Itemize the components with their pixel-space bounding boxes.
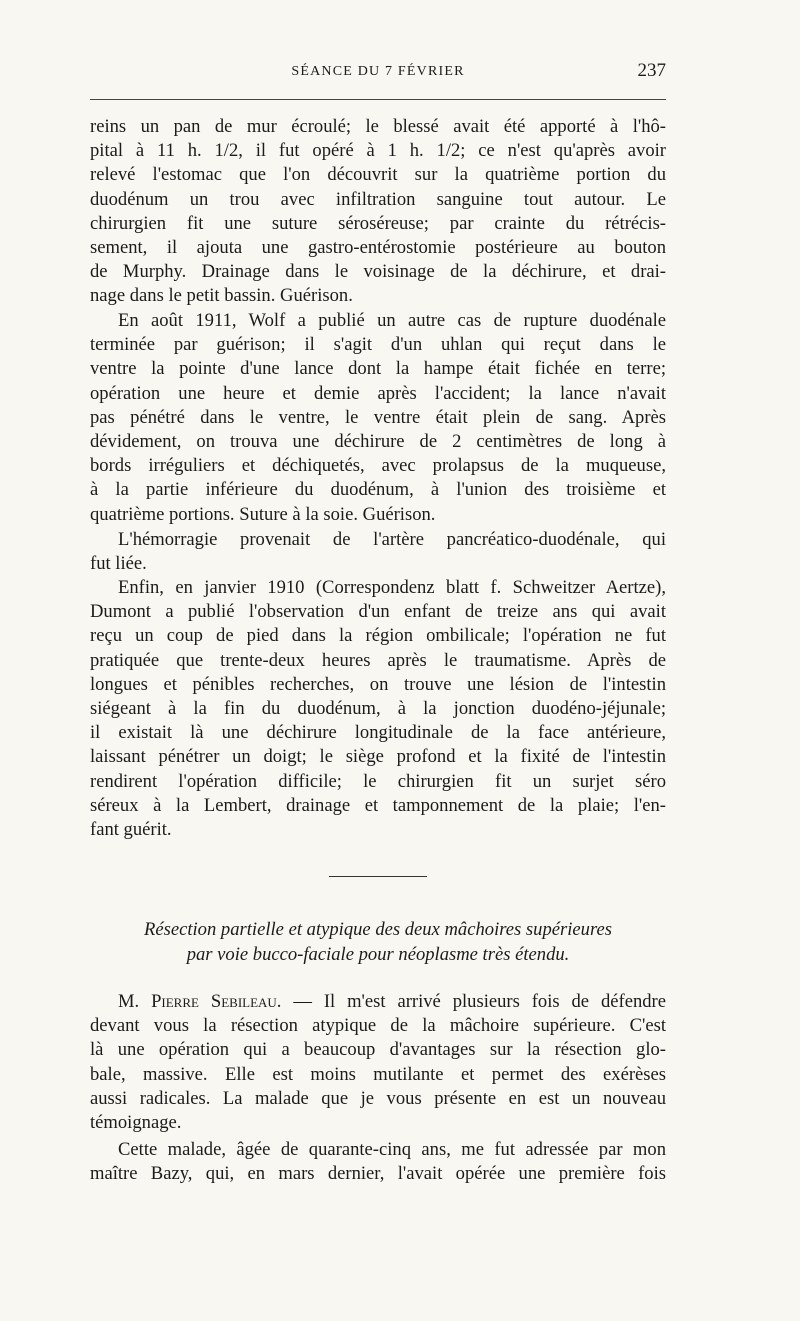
text-line: rendirent l'opération difficile; le chirurgien fit un surjet séro: [90, 770, 666, 792]
text-line: séreux à la Lembert, drainage et tamponnement de la plaie; l'en-: [90, 794, 666, 816]
text-line: ventre la pointe d'une lance dont la hampe était fichée en terre;: [90, 358, 666, 380]
text-line: dévidement, on trouva une déchirure de 2 centimètres de long à: [90, 431, 666, 453]
text-line: pratiquée que trente-deux heures après le traumatisme. Après de: [90, 649, 666, 671]
speaker-name: M. Pierre Sebileau.: [118, 991, 282, 1012]
text-line: longues et pénibles recherches, on trouve une lésion de l'intestin: [90, 673, 666, 695]
text-line: Enfin, en janvier 1910 (Correspondenz blatt f. Schweitzer Aertze),: [118, 577, 666, 598]
text-line: terminée par guérison; il s'agit d'un uhlan qui reçut dans le: [90, 334, 666, 356]
text-line: reçu un coup de pied dans la région ombilicale; l'opération ne fut: [90, 625, 666, 647]
text-line: témoignage.: [90, 1112, 182, 1134]
paragraph-2: [90, 309, 666, 527]
text-line: [90, 990, 666, 1014]
running-title: SÉANCE DU 7 FÉVRIER: [291, 64, 465, 79]
text-line: En août 1911, Wolf a publié un autre cas de rupture duodénale: [118, 310, 666, 331]
text-line: nage dans le petit bassin. Guérison.: [90, 285, 353, 307]
text-line: il existait là une déchirure longitudinale de la face antérieure,: [90, 722, 666, 744]
text-line: duodénum un trou avec infiltration sanguine tout autour. Le: [90, 188, 666, 210]
page-header: [90, 58, 666, 88]
text-fragment: — Il m'est arrivé plusieurs fois de défendre: [281, 991, 666, 1012]
section-title: [90, 918, 666, 967]
text-line: pas pénétré dans le ventre, le ventre était plein de sang. Après: [90, 406, 666, 428]
text-line: là une opération qui a beaucoup d'avantages sur la résection glo-: [90, 1039, 666, 1061]
text-line: bords irréguliers et déchiquetés, avec prolapsus de la muqueuse,: [90, 455, 666, 477]
text-line: fant guérit.: [90, 819, 172, 841]
section-title-line: Résection partielle et atypique des deux mâchoires supérieures: [144, 919, 612, 940]
text-line: bale, massive. Elle est moins mutilante et permet des exérèses: [90, 1063, 666, 1085]
text-line: quatrième portions. Suture à la soie. Guérison.: [90, 503, 436, 525]
text-line: devant vous la résection atypique de la mâchoire supérieure. C'est: [90, 1015, 666, 1037]
text-line: pital à 11 h. 1/2, il fut opéré à 1 h. 1/2; ce n'est qu'après avoir: [90, 140, 666, 162]
paragraph-4: [90, 576, 666, 842]
text-line: aussi radicales. La malade que je vous présente en est un nouveau: [90, 1087, 666, 1109]
text-line: fut liée.: [90, 553, 147, 575]
paragraph-6: [90, 1138, 666, 1186]
text-line: de Murphy. Drainage dans le voisinage de la déchirure, et drai-: [90, 261, 666, 283]
text-line: maître Bazy, qui, en mars dernier, l'avait opérée une première fois: [90, 1163, 666, 1185]
section-title-line: par voie bucco-faciale pour néoplasme très étendu.: [186, 943, 570, 965]
text-line: reins un pan de mur écroulé; le blessé avait été apporté à l'hô-: [90, 116, 666, 137]
text-line: chirurgien fit une suture séroséreuse; par crainte du rétrécis-: [90, 212, 666, 234]
text-line: laissant pénétrer un doigt; le siège profond et la fixité de l'intestin: [90, 746, 666, 768]
text-line: siégeant à la fin du duodénum, à la jonction duodéno-jéjunale;: [90, 698, 666, 720]
text-line: sement, il ajouta une gastro-entérostomie postérieure au bouton: [90, 237, 666, 259]
text-line: L'hémorragie provenait de l'artère pancréatico-duodénale, qui: [118, 529, 666, 550]
paragraph-3: [90, 528, 666, 576]
text-line: à la partie inférieure du duodénum, à l'union des troisième et: [90, 479, 666, 501]
header-rule: [90, 99, 666, 100]
section-separator: [329, 876, 427, 877]
page-number: 237: [637, 60, 666, 81]
text-line: relevé l'estomac que l'on découvrit sur la quatrième portion du: [90, 164, 666, 186]
text-line: Dumont a publié l'observation d'un enfant de treize ans qui avait: [90, 601, 666, 623]
text-line: Cette malade, âgée de quarante-cinq ans, me fut adressée par mon: [118, 1139, 666, 1160]
paragraph-5: [90, 990, 666, 1135]
paragraph-1: [90, 115, 666, 309]
text-line: opération une heure et demie après l'accident; la lance n'avait: [90, 382, 666, 404]
